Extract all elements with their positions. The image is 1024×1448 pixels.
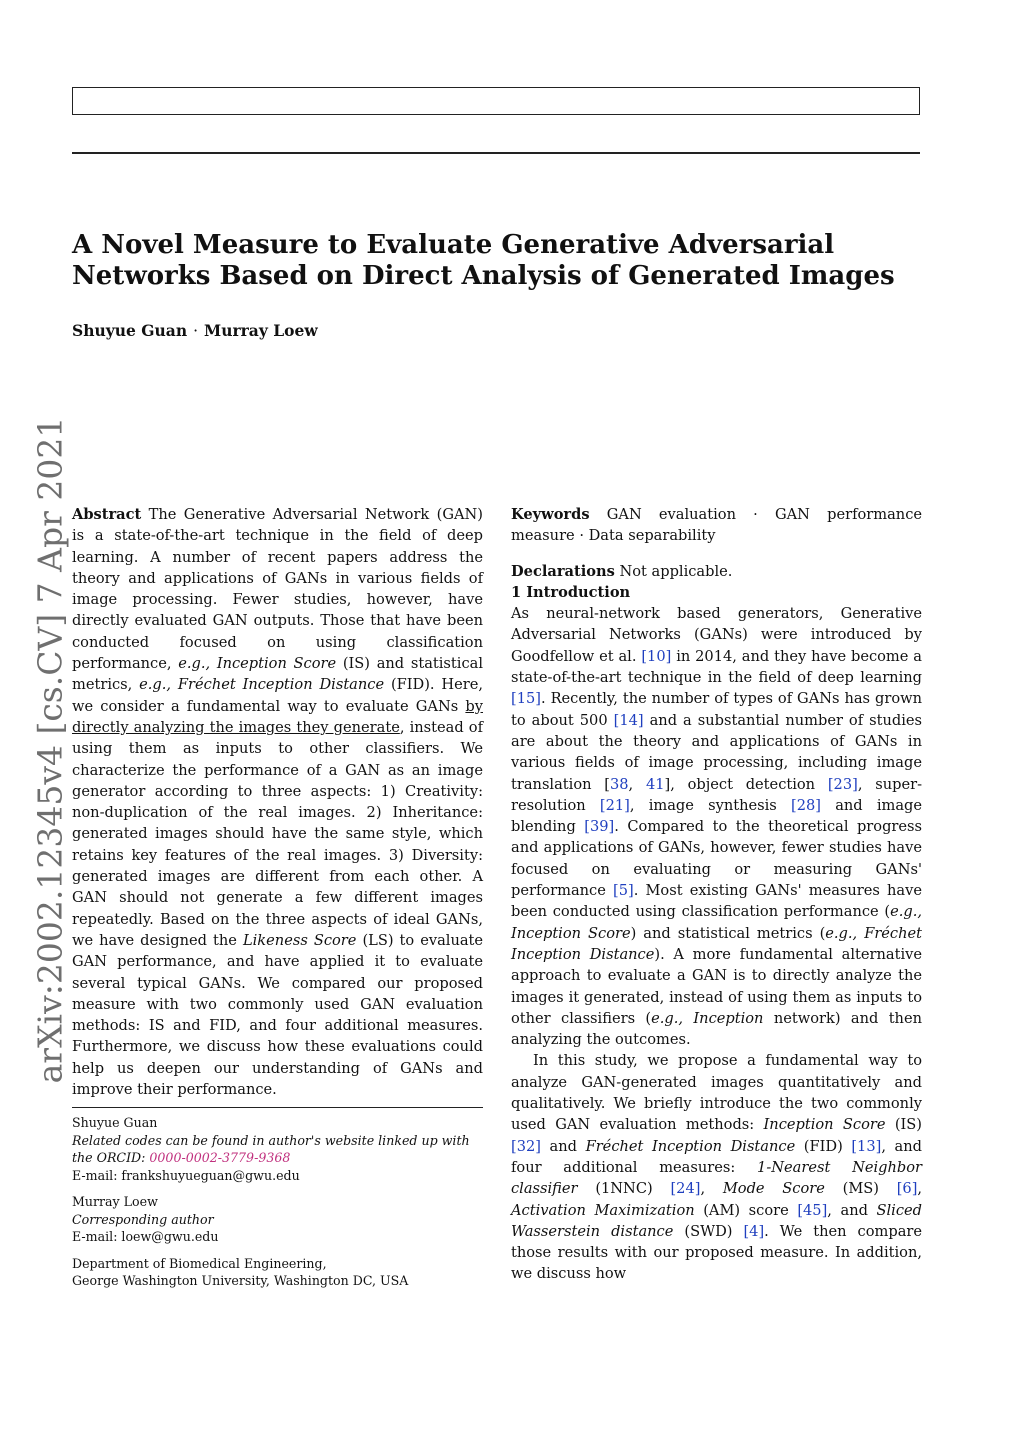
intro-paragraph: As neural-network based generators, Generative Adversarial Networks (GANs) were introduced by Goodfellow et al. [10] in 2014, and they have become a state-of-the-art technique in the field of deep learning [15]. Recently, the number of types of GANs has grown to about 500 [14] and a substantial number of studies are about the theory and applications of GANs in various fields of image processing, including image translation [38, 41], object detection [23], super-resolution [21], image synthesis [28] and image blending [39]. Compared to the theoretical progress and applications of GANs, however, fewer studies have focused on evaluating or measuring GANs' performance [5]. Most existing GANs' measures have been conducted using classification performance (e.g., Inception Score) and statistical metrics (e.g., Fréchet Inception Distance). A more fundamental alternative approach to evaluate a GAN is to directly analyze the images it generated, instead of using them as inputs to other classifiers (e.g., Inception network) and then analyzing the outcomes.	[511, 605, 923, 1049]
abstract: Abstract The Generative Adversarial Network (GAN) is a state-of-the-art technique in the field of deep learning. A number of recent papers address the theory and applications of GANs in various fields of image processing. Fewer studies, however, have directly evaluated GAN outputs. Those that have been conducted focused on using classification performance, e.g., Inception Score (IS) and statistical metrics, e.g., Fréchet Inception Distance (FID). Here, we consider a fundamental way to evaluate GANs by directly analyzing the images they generate, instead of using them as inputs to other classifiers. We characterize the performance of a GAN as an image generator according to three aspects: 1) Creativity: non-duplication of the real images. 2) Inheritance: generated images should have the same style, which retains key features of the real images. 3) Diversity: generated images are different from each other. A GAN should not generate a few different images repeatedly. Based on the three aspects of ideal GANs, we have designed the Likeness Score (LS) to evaluate GAN performance, and have applied it to evaluate several typical GANs. We compared our proposed measure with two commonly used GAN evaluation methods: IS and FID, and four additional measures. Furthermore, we discuss how these evaluations could help us deepen our understanding of GANs and improve their performance.	[72, 506, 484, 1099]
citation-link[interactable]: [39]	[584, 818, 615, 836]
author-name: Shuyue Guan	[72, 321, 188, 340]
author2-name: Murray Loew	[72, 1194, 158, 1209]
affiliation-line: George Washington University, Washington DC, USA	[72, 1273, 409, 1288]
abstract-label: Abstract	[72, 506, 142, 523]
author1-name: Shuyue Guan	[72, 1115, 158, 1130]
citation-link[interactable]: [21]	[599, 796, 630, 814]
citation-link[interactable]: 41	[645, 775, 665, 793]
citation-link[interactable]: 38	[609, 775, 629, 793]
right-column	[511, 504, 922, 1285]
left-column	[72, 504, 483, 1100]
author-list	[72, 321, 318, 340]
affiliation-line: Department of Biomedical Engineering,	[72, 1255, 327, 1271]
author2-email: E-mail: loew@gwu.edu	[72, 1229, 219, 1244]
running-header-box	[72, 87, 920, 115]
citation-link[interactable]: [32]	[511, 1137, 541, 1155]
citation-link[interactable]: [14]	[613, 711, 644, 729]
citation-link[interactable]: [10]	[641, 647, 672, 665]
citation-link[interactable]: [15]	[511, 690, 541, 708]
citation-link[interactable]: [5]	[613, 882, 634, 900]
header-rule	[72, 152, 920, 154]
citation-link[interactable]: [28]	[791, 796, 821, 814]
author1-note: Related codes can be found in author's website linked up with the ORCID: 0000-0002-3779-9368	[72, 1132, 470, 1165]
author2-note: Corresponding author	[72, 1211, 214, 1227]
keywords-label: Keywords	[511, 506, 590, 523]
author-name: Murray Loew	[204, 321, 318, 340]
underlined-phrase: by directly analyzing the images they generate	[72, 697, 483, 736]
author-footnotes	[72, 1114, 492, 1290]
arxiv-identifier: arXiv:2002.12345v4 [cs.CV] 7 Apr 2021	[30, 416, 70, 1084]
citation-link[interactable]: [6]	[896, 1180, 918, 1198]
citation-link[interactable]: [13]	[851, 1137, 882, 1155]
declarations-label: Declarations	[511, 562, 615, 580]
citation-link[interactable]: [4]	[743, 1222, 765, 1240]
keywords: Keywords GAN evaluation · GAN performance measure · Data separability	[511, 506, 923, 545]
citation-link[interactable]: [23]	[827, 775, 858, 793]
section-heading: 1 Introduction	[511, 583, 631, 601]
declarations: Declarations Not applicable.	[511, 562, 733, 580]
citation-link[interactable]: [45]	[797, 1201, 828, 1219]
citation-link[interactable]: [24]	[670, 1180, 701, 1198]
intro-paragraph: In this study, we propose a fundamental way to analyze GAN-generated images quantitatively and qualitatively. We briefly introduce the two commonly used GAN evaluation methods: Inception Score (IS) [32] and Fréchet Inception Distance (FID) [13], and four additional measures: 1-Nearest Neighbor classifier (1NNC) [24], Mode Score (MS) [6], Activation Maximization (AM) score [45], and Sliced Wasserstein distance (SWD) [4]. We then compare those results with our proposed measure. In addition, we discuss how	[511, 1052, 923, 1283]
paper-title: A Novel Measure to Evaluate Generative Adversarial Networks Based on Direct Analysis of Generated Images	[72, 230, 895, 291]
author-separator: ·	[193, 322, 199, 340]
orcid-link[interactable]: 0000-0002-3779-9368	[149, 1150, 291, 1165]
footnote-rule	[72, 1107, 483, 1108]
author1-email: E-mail: frankshuyueguan@gwu.edu	[72, 1167, 300, 1183]
